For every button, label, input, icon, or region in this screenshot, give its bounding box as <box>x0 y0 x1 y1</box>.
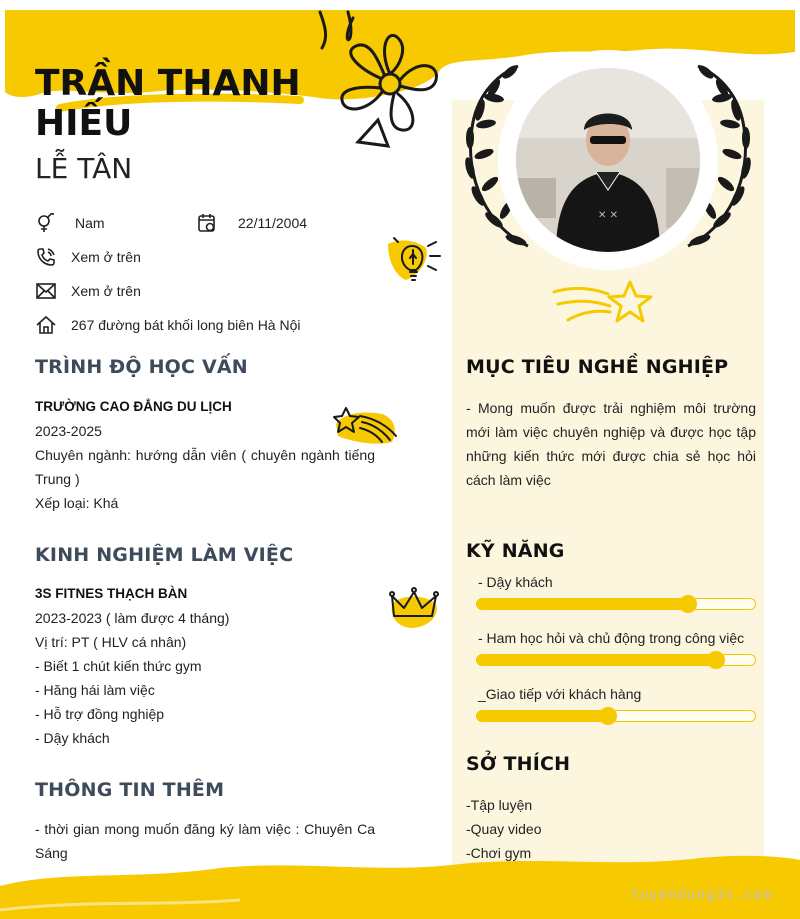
hobby-item: -Tập luyện <box>466 797 533 813</box>
skill-bar-knob <box>707 651 725 669</box>
candidate-role: LỄ TÂN <box>35 152 133 185</box>
shooting-star-doodle-icon <box>332 402 402 450</box>
experience-section-title: KINH NGHIỆM LÀM VIỆC <box>35 544 294 566</box>
company-name: 3S FITNES THẠCH BÀN <box>35 586 188 601</box>
phone-row <box>35 246 141 268</box>
candidate-name: TRẦN THANH HIẾU <box>35 63 301 144</box>
home-icon <box>35 314 57 336</box>
svg-text:✕ ✕: ✕ ✕ <box>598 210 618 221</box>
skill-bar-fill <box>477 599 688 609</box>
education-section-title: TRÌNH ĐỘ HỌC VẤN <box>35 356 248 378</box>
hobbies-section-title: SỞ THÍCH <box>466 753 571 775</box>
skill-label: _Giao tiếp với khách hàng <box>478 686 642 702</box>
gender-icon <box>35 212 57 234</box>
objective-text: - Mong muốn được trải nghiệm môi trường mới làm việc chuyên nghiệp và được học tập những kiến thức mới được chia sẻ học hỏi cách làm việc <box>466 400 756 488</box>
skill-bar-knob <box>599 707 617 725</box>
experience-item: - Hăng hái làm việc <box>35 682 155 698</box>
mail-icon <box>35 280 57 302</box>
education-block <box>35 395 375 515</box>
gender-value: Nam <box>75 215 105 231</box>
skill-bar <box>476 654 756 666</box>
skill-bar <box>476 710 756 722</box>
education-years: 2023-2025 <box>35 423 102 439</box>
education-grade: Xếp loại: Khá <box>35 495 119 511</box>
address-value: 267 đường bát khối long biên Hà Nội <box>71 317 301 333</box>
skills-section-title: KỸ NĂNG <box>466 540 565 562</box>
email-value: Xem ở trên <box>71 283 141 299</box>
phone-value: Xem ở trên <box>71 249 141 265</box>
skill-label: - Dậy khách <box>478 574 553 590</box>
avatar <box>516 68 700 252</box>
birthdate-row <box>196 212 307 234</box>
phone-icon <box>35 246 57 268</box>
experience-block <box>35 582 375 750</box>
experience-item: - Biết 1 chút kiến thức gym <box>35 658 202 674</box>
skill-item <box>476 574 756 610</box>
email-row <box>35 280 141 302</box>
additional-text: - thời gian mong muốn đăng ký làm việc : Chuyên Ca Sáng <box>35 821 375 861</box>
experience-item: - Dậy khách <box>35 730 110 746</box>
experience-position: Vị trí: PT ( HLV cá nhân) <box>35 634 187 650</box>
education-major: Chuyên ngành: hướng dẫn viên ( chuyên ngành tiếng Trung ) <box>35 447 375 487</box>
hobby-item: -Chơi gym <box>466 845 532 861</box>
objective-section-title: MỤC TIÊU NGHỀ NGHIỆP <box>466 356 729 378</box>
skill-bar <box>476 598 756 610</box>
experience-item: - Hỗ trợ đồng nghiệp <box>35 706 165 722</box>
hobby-item: -Quay video <box>466 821 542 837</box>
skill-label: - Ham học hỏi và chủ động trong công việc <box>478 630 745 646</box>
additional-section-title: THÔNG TIN THÊM <box>35 779 225 801</box>
skill-item <box>476 686 756 722</box>
skill-bar-fill <box>477 655 716 665</box>
crown-doodle-icon <box>388 586 442 630</box>
star-doodle-icon <box>552 278 656 328</box>
gender-row <box>35 212 105 234</box>
flower-doodle-icon <box>318 8 448 148</box>
skill-item <box>476 630 756 666</box>
skill-bar-fill <box>477 711 608 721</box>
school-name: TRƯỜNG CAO ĐẲNG DU LỊCH <box>35 399 232 414</box>
address-row <box>35 314 300 336</box>
lightbulb-doodle-icon <box>386 236 448 290</box>
bottom-brush-decoration <box>0 840 800 919</box>
experience-period: 2023-2023 ( làm được 4 tháng) <box>35 610 230 626</box>
calendar-icon <box>196 212 218 234</box>
watermark: tuyendung3s.com <box>630 887 772 903</box>
birthdate-value: 22/11/2004 <box>238 215 308 231</box>
